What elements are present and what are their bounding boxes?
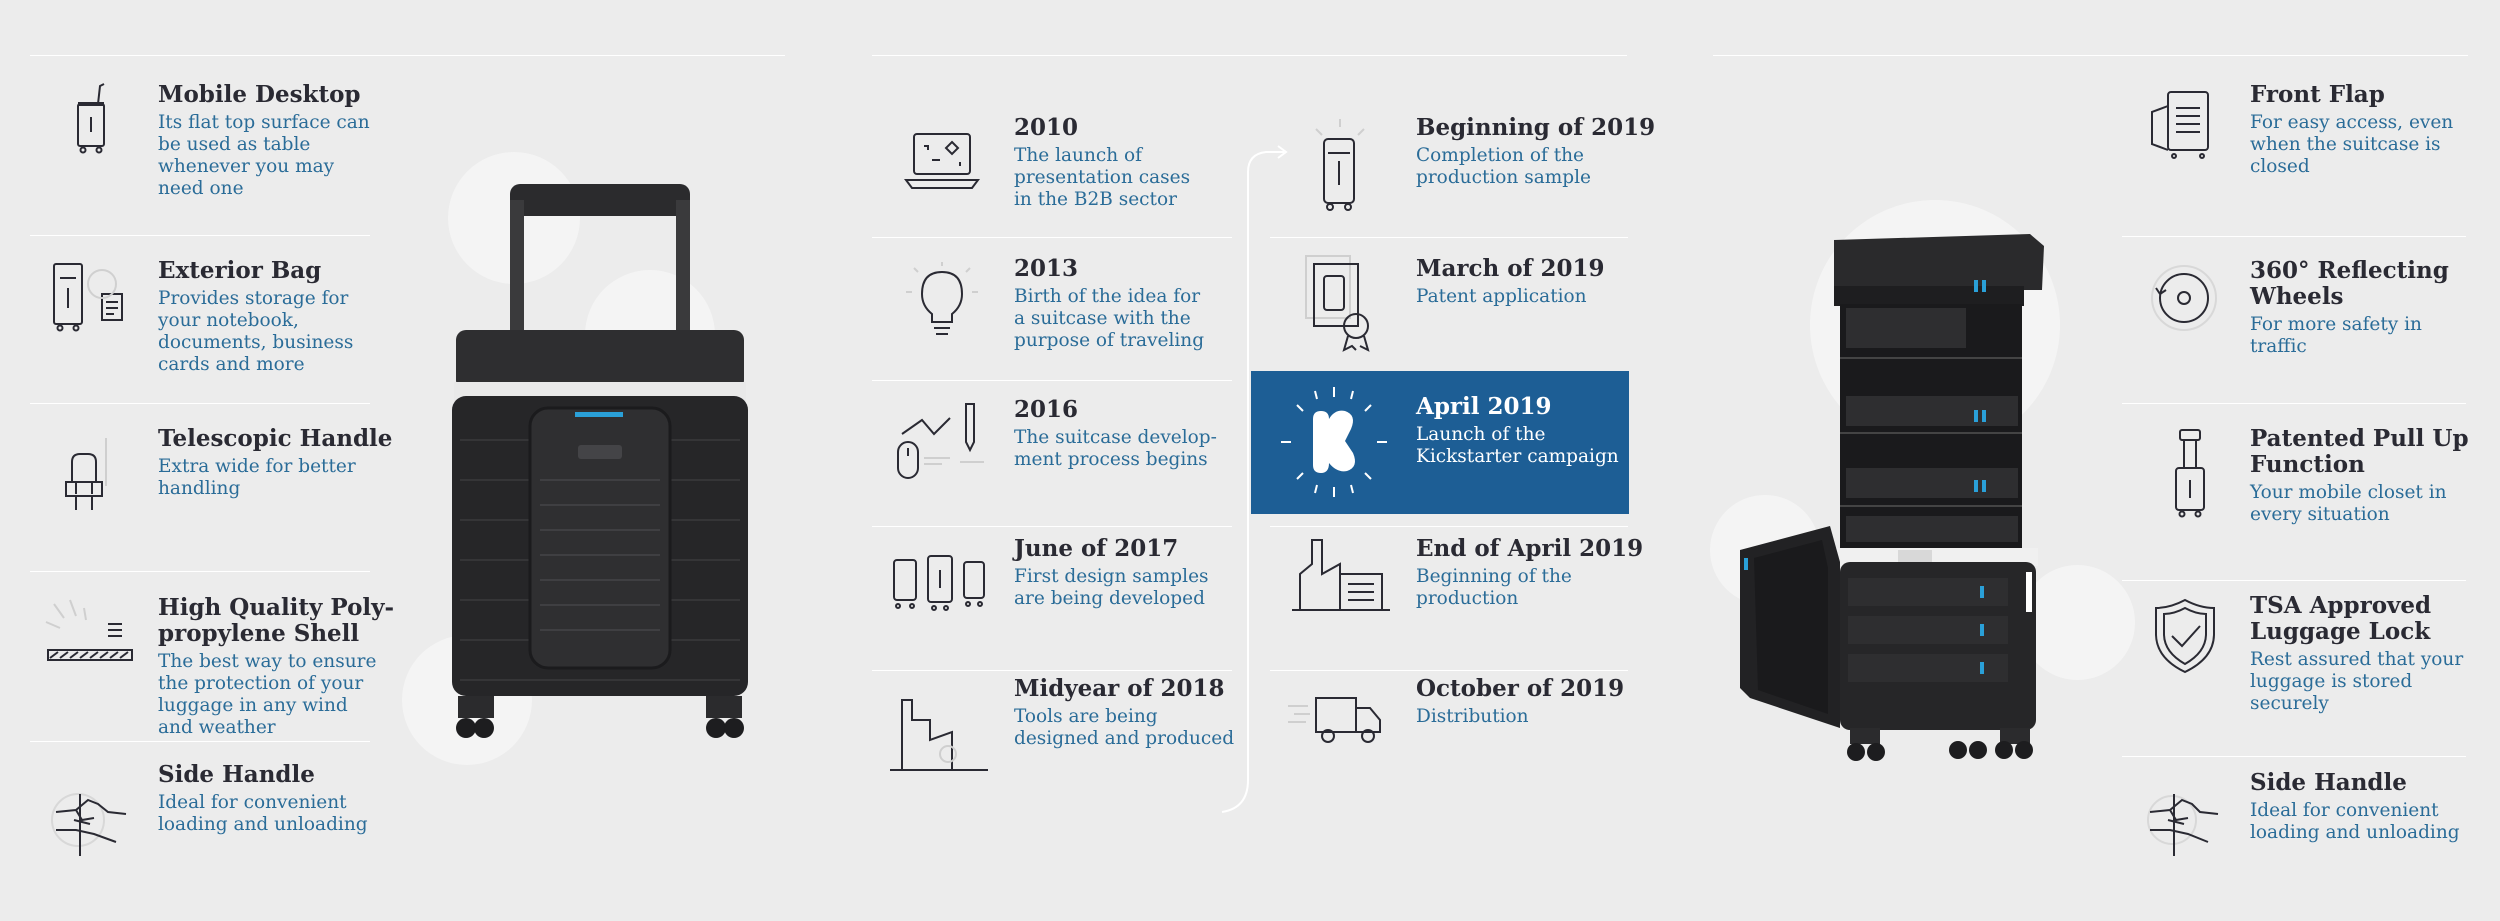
feature-side-handle-right — [2250, 770, 2460, 844]
feature-title: Patented Pull Up Function — [2250, 425, 2469, 478]
divider — [2122, 236, 2466, 237]
divider — [30, 403, 370, 404]
timeline-desc: Distribution — [1416, 706, 1529, 727]
divider — [872, 237, 1232, 238]
timeline-entry-beginning-2019 — [1416, 115, 1655, 189]
delivery-truck-icon — [1286, 684, 1390, 750]
timeline-desc: Completion of the production sample — [1416, 145, 1592, 188]
feature-desc: Ideal for convenient loading and unloading — [158, 792, 368, 835]
feature-exterior-bag — [158, 258, 353, 376]
patent-icon — [1300, 252, 1380, 352]
timeline-text — [1416, 394, 1619, 468]
timeline-entry-march-2019 — [1416, 256, 1604, 308]
timeline-entry-april-2019 — [1251, 371, 1629, 514]
suitcase-front-image — [440, 180, 760, 749]
feature-desc: The best way to ensure the protection of your luggage in any wind and weather — [158, 651, 377, 738]
front-flap-icon — [2146, 86, 2216, 162]
top-divider-center — [872, 55, 1627, 56]
feature-desc: Its flat top surface can be used as table whenever you may need one — [158, 112, 370, 199]
feature-desc: Your mobile closet in every situation — [2250, 482, 2447, 525]
timeline-desc: Launch of the Kickstarter campaign — [1416, 424, 1619, 467]
timeline-entry-2016 — [1014, 397, 1217, 471]
timeline-entry-midyear-2018 — [1014, 676, 1234, 750]
kickstarter-icon — [1279, 383, 1389, 501]
feature-desc: Ideal for convenient loading and unloading — [2250, 800, 2460, 843]
hand-handle-icon — [46, 790, 138, 860]
feature-polypropylene-shell — [158, 595, 394, 739]
hand-handle-icon — [2142, 788, 2226, 860]
timeline-entry-october-2019 — [1416, 676, 1624, 728]
timeline-date: October of 2019 — [1416, 675, 1625, 702]
pull-up-icon — [2168, 424, 2212, 520]
polypropylene-shell-icon — [40, 594, 140, 684]
design-samples-icon — [888, 550, 992, 616]
feature-title: Side Handle — [2250, 769, 2407, 796]
feature-desc: Extra wide for better handling — [158, 456, 356, 499]
lightbulb-icon — [904, 262, 980, 346]
feature-mobile-desktop — [158, 82, 370, 200]
feature-desc: For easy access, even when the suitcase is closed — [2250, 112, 2454, 177]
suitcase-desk-icon — [62, 82, 122, 164]
top-divider-right — [1713, 55, 2468, 56]
timeline-date: End of April 2019 — [1416, 535, 1644, 562]
feature-tsa-lock — [2250, 593, 2463, 715]
timeline-year: 2010 — [1014, 114, 1079, 141]
timeline-desc: Patent application — [1416, 286, 1587, 307]
divider — [1270, 237, 1628, 238]
timeline-entry-june-2017 — [1014, 536, 1209, 610]
feature-title: TSA Approved Luggage Lock — [2250, 592, 2432, 645]
feature-desc: Provides storage for your notebook, documents, business cards and more — [158, 288, 354, 375]
laptop-icon — [900, 120, 984, 204]
timeline-date: April 2019 — [1416, 393, 1552, 420]
divider — [30, 235, 370, 236]
timeline-desc: Beginning of the production — [1416, 566, 1572, 609]
feature-desc: Rest assured that your luggage is stored securely — [2250, 649, 2464, 714]
timeline-desc: The suitcase develop- ment process begins — [1014, 427, 1217, 470]
timeline-date: Beginning of 2019 — [1416, 114, 1656, 141]
divider — [2122, 403, 2466, 404]
exterior-bag-icon — [50, 258, 134, 336]
feature-title: Mobile Desktop — [158, 81, 361, 108]
feature-title: High Quality Poly- propylene Shell — [158, 594, 395, 647]
feature-title: Exterior Bag — [158, 257, 322, 284]
feature-title: Side Handle — [158, 761, 315, 788]
timeline-year: Midyear of 2018 — [1014, 675, 1225, 702]
telescopic-handle-icon — [58, 432, 118, 516]
divider — [872, 526, 1232, 527]
divider — [2122, 580, 2466, 581]
design-chart-icon — [894, 398, 990, 488]
timeline-desc: Tools are being designed and produced — [1014, 706, 1235, 749]
divider — [30, 741, 370, 742]
timeline-desc: Birth of the idea for a suitcase with the purpose of traveling — [1014, 286, 1205, 351]
reflecting-wheel-icon — [2146, 260, 2222, 336]
timeline-date: March of 2019 — [1416, 255, 1605, 282]
divider — [30, 571, 370, 572]
production-factory-icon — [1290, 534, 1394, 614]
feature-front-flap — [2250, 82, 2453, 178]
timeline-entry-end-april-2019 — [1416, 536, 1643, 610]
divider — [872, 380, 1232, 381]
feature-desc: For more safety in traffic — [2250, 314, 2422, 357]
feature-title: 360° Reflecting Wheels — [2250, 257, 2449, 310]
feature-title: Front Flap — [2250, 81, 2385, 108]
feature-reflecting-wheels — [2250, 258, 2449, 358]
tsa-lock-icon — [2150, 596, 2220, 676]
timeline-desc: The launch of presentation cases in the B2B sector — [1014, 145, 1191, 210]
suitcase-sample-icon — [1310, 115, 1370, 215]
timeline-year: 2013 — [1014, 255, 1079, 282]
timeline-entry-2013 — [1014, 256, 1204, 352]
top-divider-left — [30, 55, 785, 56]
feature-title: Telescopic Handle — [158, 425, 393, 452]
feature-pull-up-function — [2250, 426, 2469, 526]
feature-side-handle — [158, 762, 368, 836]
timeline-year: June of 2017 — [1014, 535, 1179, 562]
factory-icon — [888, 690, 992, 776]
divider — [2122, 756, 2466, 757]
divider — [1270, 526, 1628, 527]
timeline-entry-2010 — [1014, 115, 1190, 211]
timeline-desc: First design samples are being developed — [1014, 566, 1209, 609]
suitcase-open-image — [1730, 228, 2050, 772]
timeline-year: 2016 — [1014, 396, 1079, 423]
divider — [1270, 670, 1628, 671]
feature-telescopic-handle — [158, 426, 392, 500]
divider — [872, 670, 1232, 671]
